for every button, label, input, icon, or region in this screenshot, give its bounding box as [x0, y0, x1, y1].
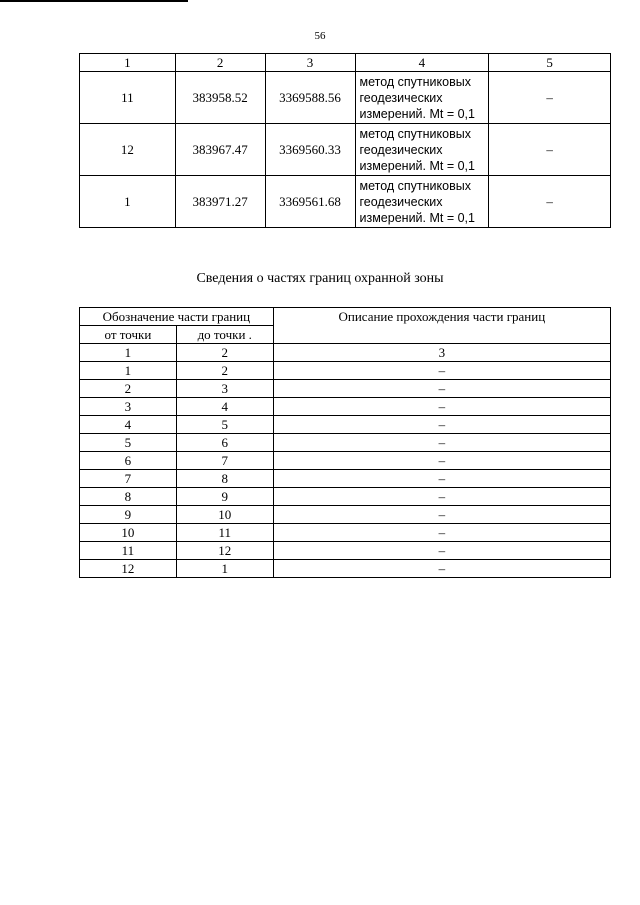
table-row	[80, 124, 611, 176]
method-line: измерений. Mt = 0,1	[359, 210, 475, 225]
description-cell: –	[273, 362, 610, 380]
from-point-cell: 3	[80, 398, 177, 416]
table-row	[80, 434, 611, 452]
to-point-cell: 1	[176, 560, 273, 578]
table-row	[80, 72, 611, 124]
table-row	[80, 362, 611, 380]
table-row	[80, 470, 611, 488]
description-cell: –	[273, 506, 610, 524]
method-line: геодезических	[359, 90, 443, 105]
coordinates-header-row	[80, 54, 611, 72]
to-point-cell: 10	[176, 506, 273, 524]
coordinate-y: 3369560.33	[265, 124, 355, 176]
description-cell: –	[273, 398, 610, 416]
table-row	[80, 176, 611, 228]
from-point-cell: 4	[80, 416, 177, 434]
to-point-cell: 6	[176, 434, 273, 452]
description-cell: –	[273, 434, 610, 452]
note-cell: –	[489, 176, 611, 228]
point-number: 1	[80, 176, 176, 228]
point-number: 12	[80, 124, 176, 176]
table-row	[80, 506, 611, 524]
point-number: 11	[80, 72, 176, 124]
page-number: 56	[314, 30, 326, 42]
description-cell: –	[273, 380, 610, 398]
to-point-cell: 4	[176, 398, 273, 416]
method-line: измерений. Mt = 0,1	[359, 158, 475, 173]
to-point-cell: 2	[176, 362, 273, 380]
description-cell: –	[273, 542, 610, 560]
to-point-cell: 8	[176, 470, 273, 488]
from-point-cell: 10	[80, 524, 177, 542]
coordinate-x: 383967.47	[175, 124, 265, 176]
coordinates-table	[79, 53, 611, 228]
table-row	[80, 398, 611, 416]
from-point-cell: 5	[80, 434, 177, 452]
method-line: метод спутниковых	[359, 126, 471, 141]
column-number: 1	[80, 344, 177, 362]
group-header-row	[80, 308, 611, 326]
column-number-header: 1	[80, 54, 176, 72]
column-number-header: 3	[265, 54, 355, 72]
from-point-cell: 6	[80, 452, 177, 470]
from-point-cell: 1	[80, 362, 177, 380]
table-row	[80, 380, 611, 398]
method-description	[355, 176, 489, 228]
note-cell: –	[489, 72, 611, 124]
to-point-cell: 12	[176, 542, 273, 560]
table-row	[80, 416, 611, 434]
table-row	[80, 560, 611, 578]
from-point-cell: 2	[80, 380, 177, 398]
method-line: измерений. Mt = 0,1	[359, 106, 475, 121]
description-header: Описание прохождения части границ	[273, 308, 610, 344]
description-cell: –	[273, 524, 610, 542]
column-numbering-row	[80, 344, 611, 362]
table-row	[80, 488, 611, 506]
from-point-cell: 9	[80, 506, 177, 524]
method-line: геодезических	[359, 142, 443, 157]
coordinate-x: 383958.52	[175, 72, 265, 124]
description-cell: –	[273, 560, 610, 578]
to-point-cell: 9	[176, 488, 273, 506]
to-point-cell: 7	[176, 452, 273, 470]
table-row	[80, 524, 611, 542]
method-description	[355, 124, 489, 176]
from-point-header: от точки	[80, 326, 177, 344]
coordinate-x: 383971.27	[175, 176, 265, 228]
top-rule	[0, 0, 188, 2]
method-description	[355, 72, 489, 124]
description-cell: –	[273, 416, 610, 434]
column-number-header: 5	[489, 54, 611, 72]
column-number-header: 4	[355, 54, 489, 72]
method-line: метод спутниковых	[359, 178, 471, 193]
column-number: 3	[273, 344, 610, 362]
method-line: метод спутниковых	[359, 74, 471, 89]
to-point-cell: 3	[176, 380, 273, 398]
to-point-cell: 11	[176, 524, 273, 542]
to-point-cell: 5	[176, 416, 273, 434]
boundary-parts-rows	[80, 362, 611, 578]
boundary-part-designation-header: Обозначение части границ	[80, 308, 274, 326]
from-point-cell: 12	[80, 560, 177, 578]
table-row	[80, 542, 611, 560]
description-cell: –	[273, 488, 610, 506]
note-cell: –	[489, 124, 611, 176]
coordinate-y: 3369588.56	[265, 72, 355, 124]
from-point-cell: 7	[80, 470, 177, 488]
to-point-header: до точки .	[176, 326, 273, 344]
description-cell: –	[273, 452, 610, 470]
description-cell: –	[273, 470, 610, 488]
coordinate-y: 3369561.68	[265, 176, 355, 228]
method-line: геодезических	[359, 194, 443, 209]
from-point-cell: 11	[80, 542, 177, 560]
boundary-parts-table	[79, 307, 611, 578]
column-number: 2	[176, 344, 273, 362]
section-title: Сведения о частях границ охранной зоны	[196, 271, 444, 286]
column-number-header: 2	[175, 54, 265, 72]
from-point-cell: 8	[80, 488, 177, 506]
table-row	[80, 452, 611, 470]
